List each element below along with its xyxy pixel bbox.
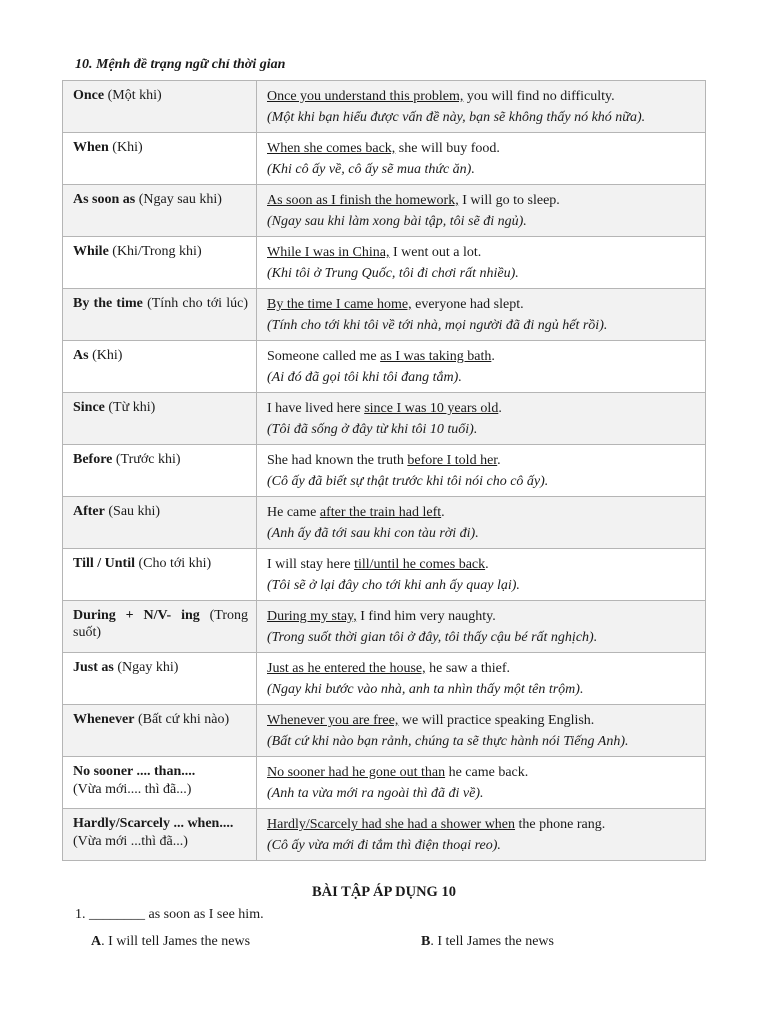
- table-row: [63, 133, 706, 185]
- example-clause: Just as he entered the house,: [267, 661, 426, 676]
- example-post: we will practice speaking English.: [398, 713, 595, 728]
- example-clause: As soon as I finish the homework,: [267, 193, 459, 208]
- example-cell: [257, 185, 706, 237]
- term-cell: [63, 809, 257, 861]
- term: As: [73, 348, 89, 363]
- term-gloss: (Cho tới khi): [134, 556, 212, 571]
- question-1: [75, 907, 264, 923]
- term: While: [73, 244, 109, 259]
- translation: (Khi tôi ở Trung Quốc, tôi đi chơi rất nhiều).: [267, 266, 519, 281]
- translation: (Bất cứ khi nào bạn rảnh, chúng ta sẽ thực hành nói Tiếng Anh).: [267, 734, 629, 749]
- term-gloss: (Trong suốt): [73, 608, 248, 640]
- question-number: 1.: [75, 907, 89, 922]
- translation: (Cô ấy đã biết sự thật trước khi tôi nói cho cô ấy).: [267, 474, 549, 489]
- translation: (Ai đó đã gọi tôi khi tôi đang tắm).: [267, 370, 462, 385]
- example-cell: [257, 341, 706, 393]
- term-cell: [63, 601, 257, 653]
- term: During + N/V- ing: [73, 608, 200, 623]
- translation: (Khi cô ấy về, cô ấy sẽ mua thức ăn).: [267, 162, 475, 177]
- example-cell: [257, 497, 706, 549]
- example-post: .: [498, 401, 502, 416]
- term: Till / Until: [73, 556, 135, 571]
- term-gloss: (Một khi): [104, 88, 162, 103]
- term: As soon as: [73, 192, 136, 207]
- table-row: [63, 757, 706, 809]
- example-post: everyone had slept.: [411, 297, 524, 312]
- example-clause: after the train had left: [319, 505, 442, 520]
- option-b-letter: B: [421, 934, 431, 949]
- grammar-table: [62, 80, 706, 861]
- term: Since: [73, 400, 105, 415]
- exercise-title: BÀI TẬP ÁP DỤNG 10: [312, 884, 456, 900]
- translation: (Trong suốt thời gian tôi ở đây, tôi thấy cậu bé rất nghịch).: [267, 630, 598, 645]
- term: Hardly/Scarcely ... when....: [73, 816, 234, 831]
- example-cell: [257, 393, 706, 445]
- translation: (Một khi bạn hiểu được vấn đề này, bạn sẽ không thấy nó khó nữa).: [267, 110, 646, 125]
- translation: (Anh ấy đã tới sau khi con tàu rời đi).: [267, 526, 479, 541]
- example-clause: No sooner had he gone out than: [267, 765, 446, 780]
- term: After: [73, 504, 105, 519]
- example-post: she will buy food.: [395, 141, 500, 156]
- example-clause: before I told her: [407, 453, 498, 468]
- table-row: [63, 653, 706, 705]
- example-post: he came back.: [445, 765, 529, 780]
- example-cell: [257, 705, 706, 757]
- example-post: I find him very naughty.: [356, 609, 496, 624]
- table-row: [63, 237, 706, 289]
- translation: (Tính cho tới khi tôi về tới nhà, mọi người đã đi ngủ hết rồi).: [267, 318, 608, 333]
- example-cell: [257, 81, 706, 133]
- translation: (Ngay sau khi làm xong bài tập, tôi sẽ đi ngủ).: [267, 214, 527, 229]
- example-cell: [257, 133, 706, 185]
- term-gloss: (Ngay sau khi): [135, 192, 222, 207]
- term-gloss: (Khi): [88, 348, 123, 363]
- term-gloss: (Tính cho tới lúc): [142, 296, 249, 311]
- term: By the time: [73, 296, 143, 311]
- option-b-text: . I tell James the news: [430, 934, 554, 949]
- example-cell: [257, 601, 706, 653]
- example-pre: She had known the truth: [267, 453, 408, 468]
- example-post: .: [491, 349, 495, 364]
- table-row: [63, 809, 706, 861]
- example-cell: [257, 237, 706, 289]
- example-post: you will find no difficulty.: [463, 89, 615, 104]
- term-cell: [63, 237, 257, 289]
- question-blank: ________: [89, 907, 145, 922]
- translation: (Anh ta vừa mới ra ngoài thì đã đi về).: [267, 786, 484, 801]
- table-row: [63, 341, 706, 393]
- example-pre: He came: [267, 505, 320, 520]
- term: Before: [73, 452, 113, 467]
- table-row: [63, 289, 706, 341]
- example-pre: I will stay here: [267, 557, 355, 572]
- option-a-text: . I will tell James the news: [101, 934, 251, 949]
- term-cell: [63, 185, 257, 237]
- table-row: [63, 393, 706, 445]
- example-post: .: [485, 557, 489, 572]
- table-row: [63, 81, 706, 133]
- term-sub: (Vừa mới ...thì đã...): [73, 834, 188, 849]
- example-post: .: [441, 505, 445, 520]
- question-text: as soon as I see him.: [145, 907, 264, 922]
- term: Once: [73, 88, 105, 103]
- example-pre: Someone called me: [267, 349, 381, 364]
- option-a-letter: A: [91, 934, 102, 949]
- term-cell: [63, 393, 257, 445]
- table-row: [63, 549, 706, 601]
- example-post: I will go to sleep.: [458, 193, 560, 208]
- example-cell: [257, 549, 706, 601]
- example-cell: [257, 653, 706, 705]
- term-cell: [63, 653, 257, 705]
- example-cell: [257, 445, 706, 497]
- term-cell: [63, 549, 257, 601]
- term-sub: (Vừa mới.... thì đã...): [73, 782, 192, 797]
- term-cell: [63, 289, 257, 341]
- example-cell: [257, 757, 706, 809]
- example-post: the phone rang.: [515, 817, 606, 832]
- term-gloss: (Sau khi): [104, 504, 161, 519]
- option-b[interactable]: [421, 934, 554, 950]
- term-cell: [63, 81, 257, 133]
- example-clause: as I was taking bath: [380, 349, 492, 364]
- term-gloss: (Bất cứ khi nào): [134, 712, 230, 727]
- term: No sooner .... than....: [73, 764, 196, 779]
- example-clause: When she comes back,: [267, 141, 396, 156]
- translation: (Tôi đã sống ở đây từ khi tôi 10 tuổi).: [267, 422, 478, 437]
- table-row: [63, 601, 706, 653]
- example-clause: While I was in China,: [267, 245, 390, 260]
- example-clause: By the time I came home,: [267, 297, 412, 312]
- example-post: I went out a lot.: [389, 245, 482, 260]
- example-clause: Hardly/Scarcely had she had a shower when: [267, 817, 516, 832]
- term-cell: [63, 497, 257, 549]
- term: Whenever: [73, 712, 135, 727]
- example-clause: Once you understand this problem,: [267, 89, 464, 104]
- table-row: [63, 185, 706, 237]
- translation: (Cô ấy vừa mới đi tắm thì điện thoại reo).: [267, 838, 501, 853]
- term-gloss: (Ngay khi): [113, 660, 179, 675]
- table-row: [63, 705, 706, 757]
- table-row: [63, 445, 706, 497]
- term-gloss: (Khi/Trong khi): [108, 244, 202, 259]
- term-gloss: (Khi): [108, 140, 143, 155]
- table-row: [63, 497, 706, 549]
- option-a[interactable]: [91, 934, 250, 950]
- example-post: he saw a thief.: [425, 661, 510, 676]
- section-title: 10. Mệnh đề trạng ngữ chỉ thời gian: [75, 57, 286, 72]
- example-cell: [257, 809, 706, 861]
- term: When: [73, 140, 109, 155]
- term-gloss: (Trước khi): [112, 452, 181, 467]
- example-cell: [257, 289, 706, 341]
- translation: (Ngay khi bước vào nhà, anh ta nhìn thấy một tên trộm).: [267, 682, 584, 697]
- term-cell: [63, 757, 257, 809]
- example-clause: During my stay,: [267, 609, 357, 624]
- example-pre: I have lived here: [267, 401, 365, 416]
- example-post: .: [497, 453, 501, 468]
- example-clause: till/until he comes back: [354, 557, 486, 572]
- example-clause: Whenever you are free,: [267, 713, 399, 728]
- term-cell: [63, 133, 257, 185]
- term-gloss: (Từ khi): [104, 400, 156, 415]
- translation: (Tôi sẽ ở lại đây cho tới khi anh ấy quay lại).: [267, 578, 520, 593]
- term-cell: [63, 445, 257, 497]
- term-cell: [63, 341, 257, 393]
- term: Just as: [73, 660, 114, 675]
- example-clause: since I was 10 years old: [364, 401, 499, 416]
- term-cell: [63, 705, 257, 757]
